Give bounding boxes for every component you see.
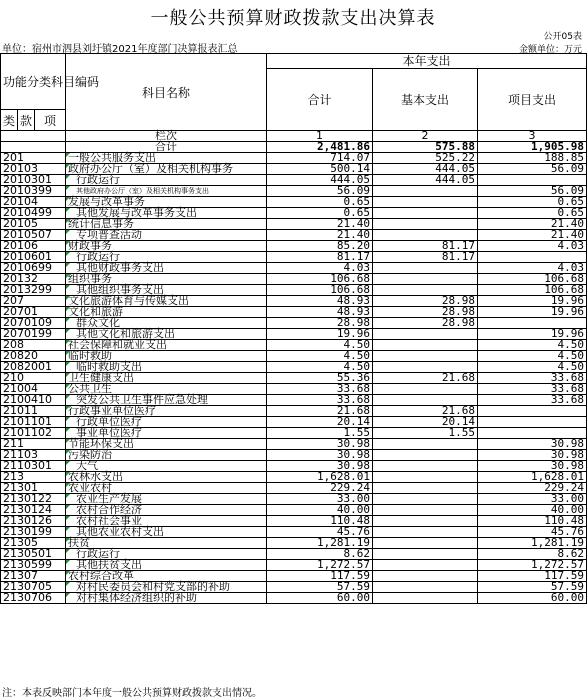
subject-name: 其他扶贫支出 (66, 560, 267, 571)
amount-project: 1,281.19 (478, 538, 587, 549)
amount-basic (373, 549, 478, 560)
footnote: 注：本表反映部门本年度一般公共预算财政拨款支出情况。 (2, 688, 262, 699)
amount-project: 19.96 (478, 296, 587, 307)
amount-total: 55.36 (267, 373, 373, 384)
subject-name: 群众文化 (66, 318, 267, 329)
amount-basic: 28.98 (373, 307, 478, 318)
amount-basic: 20.14 (373, 417, 478, 428)
amount-project: 4.50 (478, 340, 587, 351)
subject-code: 2101102 (1, 428, 66, 439)
amount-total: 110.48 (267, 516, 373, 527)
header-total: 合计 (267, 69, 373, 131)
amount-basic (373, 351, 478, 362)
subject-name: 临时救助 (66, 351, 267, 362)
amount-basic: 81.17 (373, 252, 478, 263)
subject-name: 行政单位医疗 (66, 417, 267, 428)
amount-project: 30.98 (478, 450, 587, 461)
amount-total: 81.17 (267, 252, 373, 263)
amount-project: 21.40 (478, 230, 587, 241)
amount-total: 4.50 (267, 340, 373, 351)
amount-unit: 金额单位：万元 (518, 45, 582, 55)
amount-basic: 444.05 (373, 175, 478, 186)
amount-project: 33.68 (478, 395, 587, 406)
subject-name: 农业生产发展 (66, 494, 267, 505)
amount-total: 56.09 (267, 186, 373, 197)
sum-basic: 575.88 (373, 142, 478, 153)
amount-basic (373, 186, 478, 197)
subject-code: 2070199 (1, 329, 66, 340)
amount-project: 33.00 (478, 494, 587, 505)
subject-code: 21307 (1, 571, 66, 582)
subject-name: 其他发展与改革事务支出 (66, 208, 267, 219)
subject-name: 其他组织事务支出 (66, 285, 267, 296)
amount-total: 500.14 (267, 164, 373, 175)
subject-code: 20820 (1, 351, 66, 362)
subject-name: 其他财政事务支出 (66, 263, 267, 274)
header-lei: 类 (1, 110, 18, 131)
amount-total: 1,272.57 (267, 560, 373, 571)
amount-total: 4.03 (267, 263, 373, 274)
amount-total: 30.98 (267, 439, 373, 450)
subject-name: 行政运行 (66, 549, 267, 560)
amount-project: 21.40 (478, 219, 587, 230)
amount-total: 4.50 (267, 362, 373, 373)
subject-code: 2070109 (1, 318, 66, 329)
amount-total: 1,628.01 (267, 472, 373, 483)
subject-name: 农林水支出 (66, 472, 267, 483)
subject-name: 财政事务 (66, 241, 267, 252)
col-number-3: 3 (478, 131, 587, 142)
subject-name: 统计信息事务 (66, 219, 267, 230)
amount-total: 48.93 (267, 307, 373, 318)
amount-basic (373, 384, 478, 395)
subject-code: 2101101 (1, 417, 66, 428)
amount-basic (373, 219, 478, 230)
header-kuan: 款 (18, 110, 35, 131)
subject-name: 文化和旅游 (66, 307, 267, 318)
subject-code: 20132 (1, 274, 66, 285)
amount-project: 4.03 (478, 241, 587, 252)
amount-total: 45.76 (267, 527, 373, 538)
subject-name: 大气 (66, 461, 267, 472)
amount-basic (373, 527, 478, 538)
amount-total: 20.14 (267, 417, 373, 428)
amount-project: 0.65 (478, 208, 587, 219)
subject-code: 21011 (1, 406, 66, 417)
subject-code: 2130599 (1, 560, 66, 571)
subject-name: 农村社会事业 (66, 516, 267, 527)
subject-code: 2130124 (1, 505, 66, 516)
sum-project: 1,905.98 (478, 142, 587, 153)
amount-total: 30.98 (267, 461, 373, 472)
sum-total: 2,481.86 (267, 142, 373, 153)
subject-name: 一般公共服务支出 (66, 153, 267, 164)
col-number-1: 1 (267, 131, 373, 142)
subject-code: 211 (1, 439, 66, 450)
amount-project: 188.85 (478, 153, 587, 164)
subject-name: 卫生健康支出 (66, 373, 267, 384)
amount-project: 30.98 (478, 461, 587, 472)
sum-label: 合计 (66, 142, 267, 153)
amount-basic: 21.68 (373, 406, 478, 417)
subject-name: 文化旅游体育与传媒支出 (66, 296, 267, 307)
amount-basic: 444.05 (373, 164, 478, 175)
expenditure-table (0, 53, 587, 604)
subject-name: 专项普查活动 (66, 230, 267, 241)
header-current-year: 本年支出 (267, 54, 587, 69)
row-number-label: 栏次 (66, 131, 267, 142)
amount-basic (373, 483, 478, 494)
subject-name: 突发公共卫生事件应急处理 (66, 395, 267, 406)
subject-name: 组织事务 (66, 274, 267, 285)
amount-total: 48.93 (267, 296, 373, 307)
subject-name: 行政运行 (66, 252, 267, 263)
amount-total: 4.50 (267, 351, 373, 362)
amount-project: 19.96 (478, 329, 587, 340)
subject-code: 20105 (1, 219, 66, 230)
subject-code: 2130501 (1, 549, 66, 560)
header-basic: 基本支出 (373, 69, 478, 131)
amount-project: 30.98 (478, 439, 587, 450)
amount-project: 106.68 (478, 274, 587, 285)
subject-code: 2110301 (1, 461, 66, 472)
amount-total: 106.68 (267, 285, 373, 296)
subject-code: 213 (1, 472, 66, 483)
amount-basic (373, 582, 478, 593)
subject-code: 2130199 (1, 527, 66, 538)
amount-total: 57.59 (267, 582, 373, 593)
amount-basic (373, 197, 478, 208)
amount-total: 60.00 (267, 593, 373, 604)
amount-project: 0.65 (478, 197, 587, 208)
amount-total: 19.96 (267, 329, 373, 340)
subject-name: 污染防治 (66, 450, 267, 461)
subject-name: 临时救助支出 (66, 362, 267, 373)
subject-code: 20104 (1, 197, 66, 208)
amount-total: 1,281.19 (267, 538, 373, 549)
subject-code: 2010699 (1, 263, 66, 274)
subject-name: 发展与改革事务 (66, 197, 267, 208)
table-row (1, 175, 587, 186)
subject-code: 20103 (1, 164, 66, 175)
subject-code: 208 (1, 340, 66, 351)
subject-name: 其他农业农村支出 (66, 527, 267, 538)
amount-basic: 28.98 (373, 318, 478, 329)
amount-project: 1,272.57 (478, 560, 587, 571)
header-xiang: 项 (35, 110, 66, 131)
amount-basic: 81.17 (373, 241, 478, 252)
subject-name: 公共卫生 (66, 384, 267, 395)
amount-total: 8.62 (267, 549, 373, 560)
amount-project: 4.03 (478, 263, 587, 274)
amount-total: 0.65 (267, 208, 373, 219)
subject-code: 2013299 (1, 285, 66, 296)
amount-total: 714.07 (267, 153, 373, 164)
amount-project: 60.00 (478, 593, 587, 604)
amount-project: 57.59 (478, 582, 587, 593)
amount-basic (373, 593, 478, 604)
amount-total: 117.59 (267, 571, 373, 582)
amount-project: 56.09 (478, 164, 587, 175)
amount-total: 30.98 (267, 450, 373, 461)
subject-name: 其他文化和旅游支出 (66, 329, 267, 340)
amount-project: 56.09 (478, 186, 587, 197)
amount-project: 45.76 (478, 527, 587, 538)
amount-project: 110.48 (478, 516, 587, 527)
amount-total: 85.20 (267, 241, 373, 252)
amount-total: 106.68 (267, 274, 373, 285)
amount-basic (373, 494, 478, 505)
amount-total: 33.68 (267, 384, 373, 395)
subject-code: 201 (1, 153, 66, 164)
subject-name: 农村合作经济 (66, 505, 267, 516)
subject-code: 2010601 (1, 252, 66, 263)
amount-total: 21.40 (267, 219, 373, 230)
amount-project: 229.24 (478, 483, 587, 494)
subject-code: 21004 (1, 384, 66, 395)
subject-code: 207 (1, 296, 66, 307)
amount-basic: 1.55 (373, 428, 478, 439)
subject-code: 20701 (1, 307, 66, 318)
amount-basic (373, 538, 478, 549)
amount-project: 1,628.01 (478, 472, 587, 483)
amount-basic (373, 439, 478, 450)
amount-project: 4.50 (478, 362, 587, 373)
subject-name: 农业农村 (66, 483, 267, 494)
amount-project: 4.50 (478, 351, 587, 362)
subject-name: 行政运行 (66, 175, 267, 186)
table-row (1, 593, 587, 604)
amount-project: 19.96 (478, 307, 587, 318)
subject-code: 210 (1, 373, 66, 384)
amount-basic (373, 516, 478, 527)
amount-total: 33.00 (267, 494, 373, 505)
subject-name: 扶贫 (66, 538, 267, 549)
amount-basic (373, 461, 478, 472)
subject-code: 21305 (1, 538, 66, 549)
amount-basic (373, 571, 478, 582)
subject-name: 节能环保支出 (66, 439, 267, 450)
amount-total: 21.68 (267, 406, 373, 417)
subject-name: 其他政府办公厅（室）及相关机构事务支出 (66, 186, 267, 197)
subject-code: 20106 (1, 241, 66, 252)
amount-total: 229.24 (267, 483, 373, 494)
amount-basic: 28.98 (373, 296, 478, 307)
amount-basic (373, 505, 478, 516)
amount-basic (373, 274, 478, 285)
amount-project: 33.68 (478, 373, 587, 384)
subject-name: 事业单位医疗 (66, 428, 267, 439)
subject-code: 2130126 (1, 516, 66, 527)
report-title: 一般公共预算财政拨款支出决算表 (150, 8, 436, 29)
subject-name: 社会保障和就业支出 (66, 340, 267, 351)
subject-code: 2130706 (1, 593, 66, 604)
amount-basic (373, 208, 478, 219)
amount-project (478, 406, 587, 417)
amount-total: 0.65 (267, 197, 373, 208)
subject-code: 2010399 (1, 186, 66, 197)
amount-project: 33.68 (478, 384, 587, 395)
subject-code: 2100410 (1, 395, 66, 406)
amount-total: 28.98 (267, 318, 373, 329)
amount-basic (373, 450, 478, 461)
amount-total: 1.55 (267, 428, 373, 439)
subject-code: 2130122 (1, 494, 66, 505)
subject-code: 2010301 (1, 175, 66, 186)
subject-name: 对村民委员会和村党支部的补助 (66, 582, 267, 593)
unit-label: 单位：宿州市泗县刘圩镇2021年度部门决算报表汇总 (2, 44, 238, 55)
amount-total: 21.40 (267, 230, 373, 241)
amount-basic (373, 472, 478, 483)
subject-code: 2082001 (1, 362, 66, 373)
header-subject: 科目名称 (66, 54, 267, 131)
subject-code: 2010499 (1, 208, 66, 219)
amount-basic (373, 560, 478, 571)
subject-code: 2130705 (1, 582, 66, 593)
amount-basic: 525.22 (373, 153, 478, 164)
subject-name: 政府办公厅（室）及相关机构事务 (66, 164, 267, 175)
amount-basic: 21.68 (373, 373, 478, 384)
amount-project: 8.62 (478, 549, 587, 560)
subject-name: 农村综合改革 (66, 571, 267, 582)
amount-project: 106.68 (478, 285, 587, 296)
amount-total: 33.68 (267, 395, 373, 406)
amount-project (478, 417, 587, 428)
amount-total: 40.00 (267, 505, 373, 516)
amount-basic (373, 329, 478, 340)
subject-name: 对村集体经济组织的补助 (66, 593, 267, 604)
amount-basic (373, 263, 478, 274)
subject-name: 行政事业单位医疗 (66, 406, 267, 417)
col-number-2: 2 (373, 131, 478, 142)
header-func-code: 功能分类科目编码 (1, 54, 66, 110)
amount-basic (373, 340, 478, 351)
header-project: 项目支出 (478, 69, 587, 131)
amount-project: 40.00 (478, 505, 587, 516)
subject-code: 21103 (1, 450, 66, 461)
subject-code: 21301 (1, 483, 66, 494)
amount-total: 444.05 (267, 175, 373, 186)
subject-code: 2010507 (1, 230, 66, 241)
amount-project: 117.59 (478, 571, 587, 582)
form-code: 公开05表 (543, 32, 582, 42)
